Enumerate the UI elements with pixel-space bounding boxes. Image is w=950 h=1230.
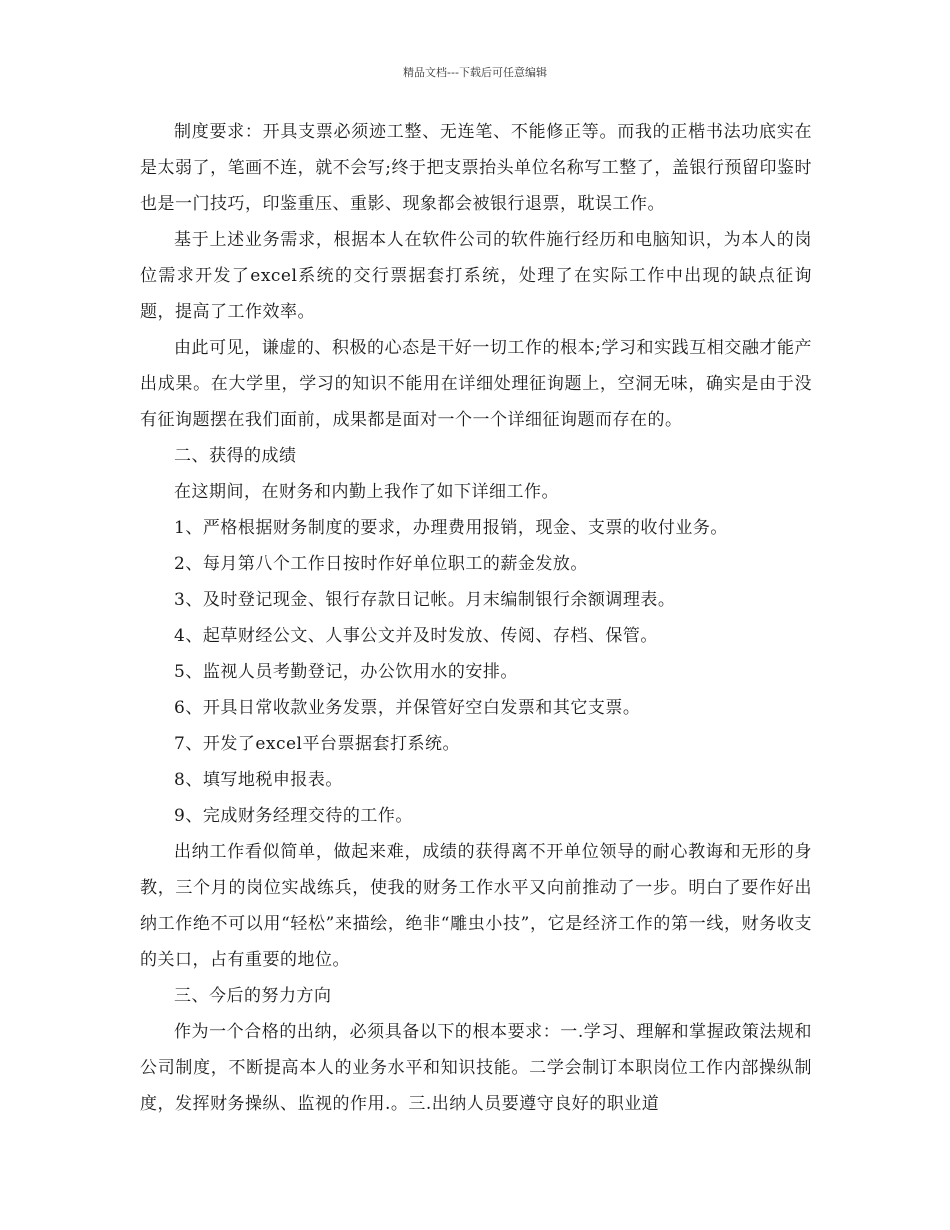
document-body (140, 114, 812, 1122)
paragraph-work-intro: 在这期间，在财务和内勤上我作了如下详细工作。 (174, 482, 559, 502)
list-item: 8、填写地税申报表。 (174, 770, 343, 790)
list-item: 1、严格根据财务制度的要求，办理费用报销，现金、支票的收付业务。 (174, 518, 728, 538)
section-heading-future: 三、今后的努力方向 (174, 986, 332, 1006)
list-item: 2、每月第八个工作日按时作好单位职工的薪金发放。 (174, 554, 588, 574)
paragraph-system-development: 基于上述业务需求，根据本人在软件公司的软件施行经历和电脑知识，为本人的岗位需求开发了excel系统的交行票据套打系统，处理了在实际工作中出现的缺点征询题，提高了工作效率。 (140, 230, 812, 322)
list-item: 4、起草财经公文、人事公文并及时发放、传阅、存档、保管。 (174, 626, 658, 646)
paragraph-requirements: 作为一个合格的出纳，必须具备以下的根本要求：一.学习、理解和掌握政策法规和公司制度，不断提高本人的业务水平和知识技能。二学会制订本职岗位工作内部操纵制度，发挥财务操纵、监视的作用.。三.出纳人员要遵守良好的职业道 (140, 1022, 812, 1114)
list-item: 3、及时登记现金、银行存款日记帐。月末编制银行余额调理表。 (174, 590, 676, 610)
list-item: 6、开具日常收款业务发票，并保管好空白发票和其它支票。 (174, 698, 641, 718)
paragraph-cashier-summary: 出纳工作看似简单，做起来难，成绩的获得离不开单位领导的耐心教诲和无形的身教，三个月的岗位实战练兵，使我的财务工作水平又向前推动了一步。明白了要作好出纳工作绝不可以用“轻松”来描绘，绝非“雕虫小技”，它是经济工作的第一线，财务收支的关口，占有重要的地位。 (140, 842, 812, 970)
list-item: 5、监视人员考勤登记，办公饮用水的安排。 (174, 662, 518, 682)
section-heading-achievements: 二、获得的成绩 (174, 446, 297, 466)
paragraph-attitude: 由此可见，谦虚的、积极的心态是干好一切工作的根本;学习和实践互相交融才能产出成果。在大学里，学习的知识不能用在详细处理征询题上，空洞无味，确实是由于没有征询题摆在我们面前，成果都是面对一个一个详细征询题而存在的。 (140, 338, 812, 430)
list-item: 7、开发了excel平台票据套打系统。 (174, 734, 460, 754)
page-header: 精品文档---下载后可任意编辑 (403, 66, 547, 79)
paragraph-cheque-requirements: 制度要求：开具支票必须迹工整、无连笔、不能修正等。而我的正楷书法功底实在是太弱了，笔画不连，就不会写;终于把支票抬头单位名称写工整了，盖银行预留印鉴时也是一门技巧，印鉴重压、重影、现象都会被银行退票，耽误工作。 (140, 122, 812, 214)
list-item: 9、完成财务经理交待的工作。 (174, 806, 413, 826)
